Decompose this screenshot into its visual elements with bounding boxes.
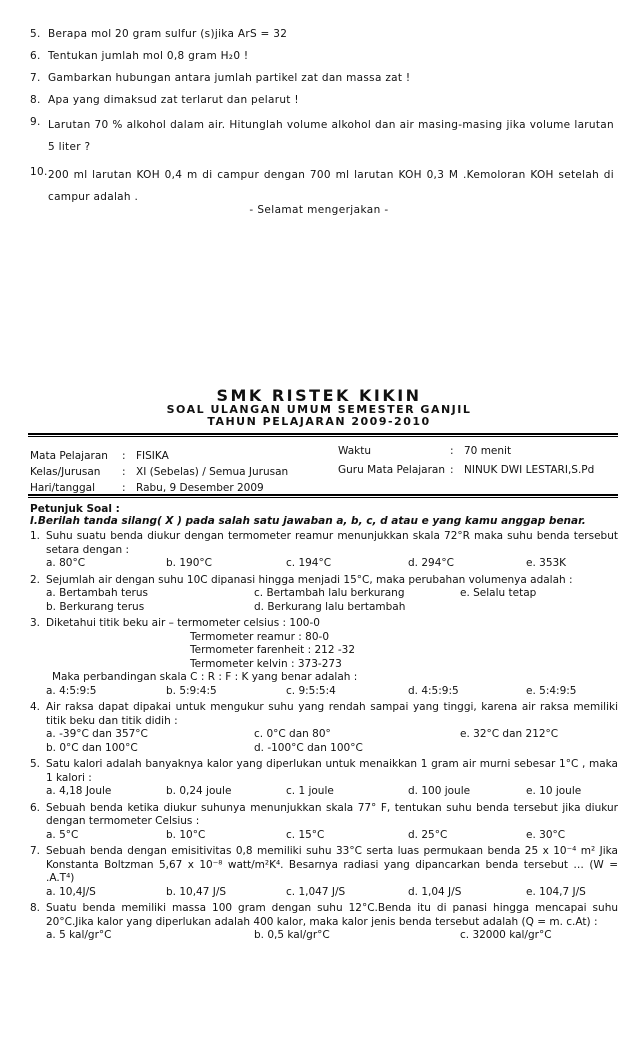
answer-options: a. 10,4J/S b. 10,47 J/S c. 1,047 J/S d. 1,04 J/S e. 104,7 J/S	[46, 885, 586, 898]
list-item: 10. 200 ml larutan KOH 0,4 m di campur dengan 700 ml larutan KOH 0,3 M .Kemoloran KOH setelah di campur adalah .	[30, 166, 614, 203]
instruction-text: I.Berilah tanda silang( X ) pada salah satu jawaban a, b, c, d atau e yang kamu anggap benar.	[30, 515, 586, 527]
answer-options: a. -39°C dan 357°C c. 0°C dan 80° e. 32°C dan 212°C	[46, 728, 559, 740]
answer-options: a. Bertambah terus c. Bertambah lalu berkurang e. Selalu tetap	[46, 587, 537, 599]
divider	[28, 433, 618, 435]
list-item: 9. Larutan 70 % alkohol dalam air. Hitunglah volume alkohol dan air masing-masing jika volume larutan 5 liter ?	[30, 116, 614, 153]
answer-options: a. 4:5:9:5 b. 5:9:4:5 c. 9:5:5:4 d. 4:5:9:5 e. 5:4:9:5	[46, 684, 577, 697]
instructions-heading: Petunjuk Soal :	[30, 503, 120, 515]
list-item: 5. Berapa mol 20 gram sulfur (s)jika ArS = 32	[30, 28, 288, 40]
question-2: 2. Sejumlah air dengan suhu 10C dipanasi hingga menjadi 15°C, maka perubahan volumenya adalah : a. Bertambah terus c. Bertambah lalu berkurang e. Selalu tetap b. Berkurang terus d. Berkurang lalu bertambah	[30, 574, 618, 615]
question-5: 5. Satu kalori adalah banyaknya kalor yang diperlukan untuk menaikkan 1 gram air murni sebesar 1°C , maka 1 kalori : a. 4,18 Joule b. 0,24 joule c. 1 joule d. 100 joule e. 10 joule	[30, 758, 618, 797]
answer-options: a. 5°C b. 10°C c. 15°C d. 25°C e. 30°C	[46, 828, 566, 841]
question-1: 1. Suhu suatu benda diukur dengan termometer reamur menunjukkan skala 72°R maka suhu benda tersebut setara dengan : a. 80°C b. 190°C c. 194°C d. 294°C e. 353K	[30, 530, 618, 569]
info-right: Waktu : 70 menit Guru Mata Pelajaran : NINUK DWI LESTARI,S.Pd	[338, 445, 595, 476]
divider	[28, 497, 618, 498]
answer-options: a. 4,18 Joule b. 0,24 joule c. 1 joule d. 100 joule e. 10 joule	[46, 785, 582, 797]
answer-options: a. 80°C b. 190°C c. 194°C d. 294°C e. 353K	[46, 557, 567, 569]
exam-title-line-1: SOAL ULANGAN UMUM SEMESTER GANJIL	[166, 403, 472, 416]
answer-options: a. 5 kal/gr°C b. 0,5 kal/gr°C c. 32000 kal/gr°C	[46, 929, 552, 941]
list-item: 8. Apa yang dimaksud zat terlarut dan pelarut !	[30, 94, 299, 106]
school-name: SMK RISTEK KIKIN	[216, 386, 422, 405]
answer-options: b. Berkurang terus d. Berkurang lalu bertambah	[46, 600, 406, 613]
exam-title-line-2: TAHUN PELAJARAN 2009-2010	[207, 415, 431, 428]
closing-text: - Selamat mengerjakan -	[249, 204, 389, 216]
divider	[28, 436, 618, 437]
divider	[28, 494, 618, 496]
question-4: 4. Air raksa dapat dipakai untuk mengukur suhu yang rendah sampai yang tinggi, karena air raksa memiliki titik beku dan titik didih : a. -39°C dan 357°C c. 0°C dan 80° e. 32°C dan 212°C b. 0°C dan 100°C d. -100°C dan 100°C	[30, 701, 618, 754]
exam-title	[0, 404, 638, 428]
question-3: 3. Diketahui titik beku air – termometer celsius : 100-0 Termometer reamur : 80-0 Termometer farenheit : 212 -32 Termometer kelvin : 373-273 Maka perbandingan skala C : R : F : K yang benar adalah : a. 4:5:9:5 b. 5:9:4:5 c. 9:5:5:4 d. 4:5:9:5 e. 5:4:9:5	[30, 617, 618, 698]
exam-body	[30, 503, 618, 943]
answer-options: b. 0°C dan 100°C d. -100°C dan 100°C	[46, 741, 363, 754]
question-6: 6. Sebuah benda ketika diukur suhunya menunjukkan skala 77° F, tentukan suhu benda tersebut jika diukur dengan termometer Celsius : a. 5°C b. 10°C c. 15°C d. 25°C e. 30°C	[30, 801, 618, 841]
list-item: 6. Tentukan jumlah mol 0,8 gram H₂0 !	[30, 50, 249, 62]
question-8: 8. Suatu benda memiliki massa 100 gram dengan suhu 12°C.Benda itu di panasi hingga mencapai suhu 20°C.Jika kalor yang diperlukan adalah 400 kalor, maka kalor jenis benda tersebut adalah (Q = m. c.At) : a. 5 kal/gr°C b. 0,5 kal/gr°C c. 32000 kal/gr°C	[30, 902, 618, 941]
info-left: Mata Pelajaran : FISIKA Kelas/Jurusan : XI (Sebelas) / Semua Jurusan Hari/tanggal : Rabu, 9 Desember 2009	[30, 450, 289, 494]
list-item: 7. Gambarkan hubungan antara jumlah partikel zat dan massa zat !	[30, 72, 411, 84]
previous-questions	[30, 26, 614, 214]
question-7: 7. Sebuah benda dengan emisitivitas 0,8 memiliki suhu 33°C serta luas permukaan benda 25 x 10⁻⁴ m² Jika Konstanta Boltzman 5,67 x 10⁻⁸ watt/m²K⁴. Besarnya radiasi yang dipancarkan benda tersebut … (W = .A.T⁴) a. 10,4J/S b. 10,47 J/S c. 1,047 J/S d. 1,04 J/S e. 104,7 J/S	[30, 845, 618, 898]
